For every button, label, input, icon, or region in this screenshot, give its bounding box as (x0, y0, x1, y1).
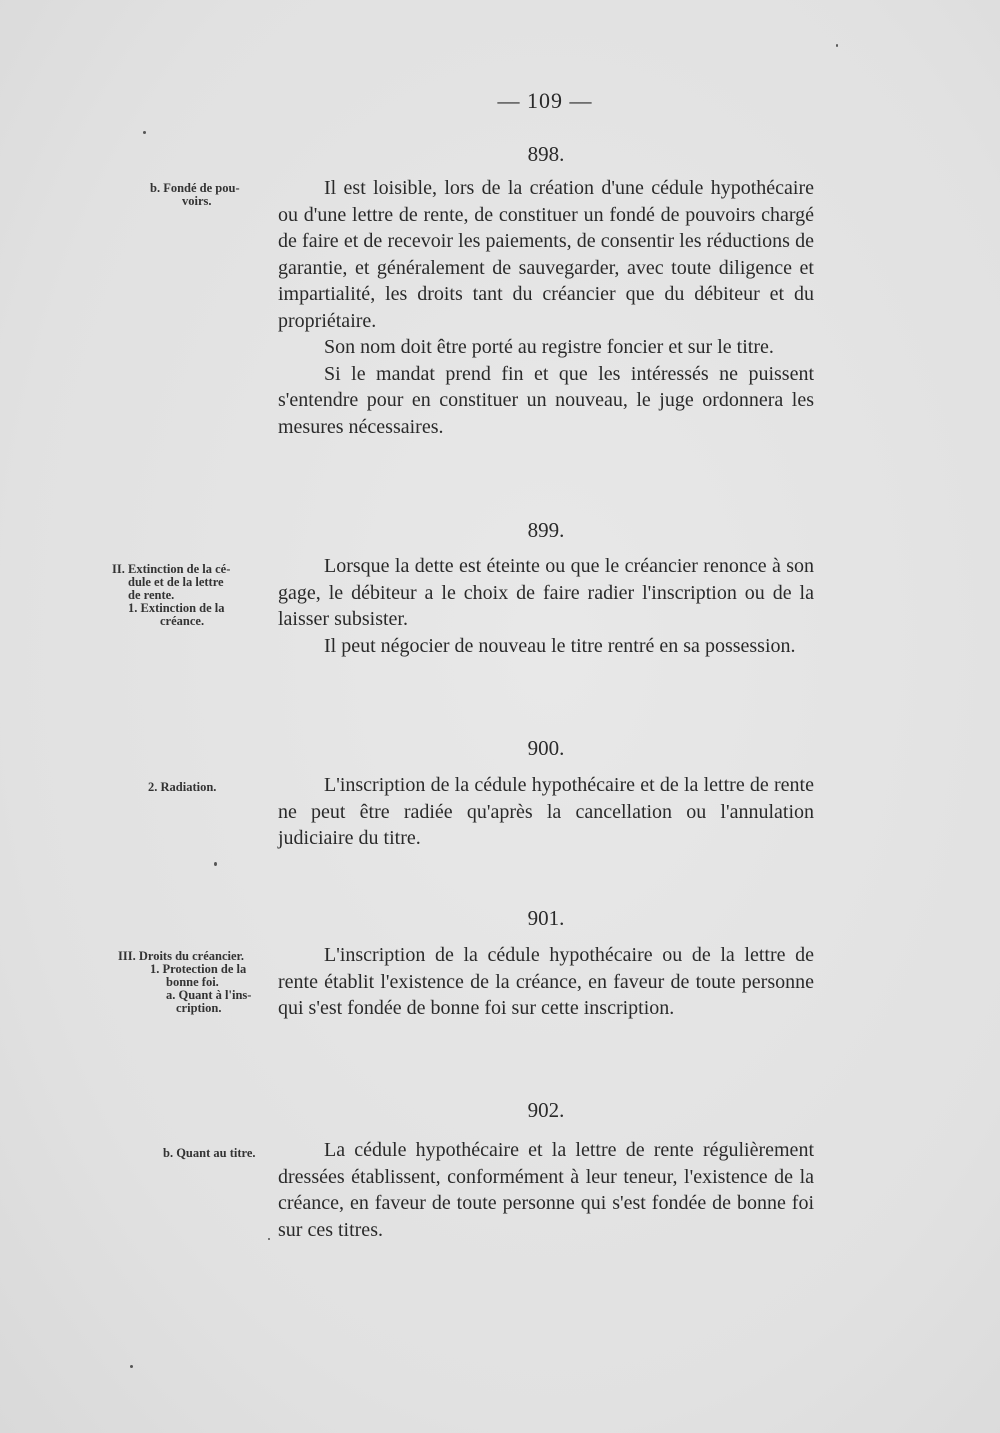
margin-note-line: b. Quant au titre. (163, 1146, 256, 1160)
margin-note-line: a. Quant à l'ins- (166, 988, 252, 1002)
margin-note-line: b. Fondé de pou- (150, 181, 240, 195)
paragraph: Il peut négocier de nouveau le titre rentré en sa possession. (324, 634, 796, 657)
article-body-898 (278, 175, 814, 440)
paragraph: L'inscription de la cédule hypothécaire ou de la lettre de rente établit l'existence de la créance, en faveur de toute personne qui s'est fondée de bonne foi sur cette inscription. (278, 944, 814, 1019)
margin-note-line: dule et de la lettre (128, 575, 224, 589)
margin-note-line: voirs. (182, 194, 212, 208)
paragraph: La cédule hypothécaire et la lettre de rente régulièrement dressées établissent, conformément à leur teneur, l'existence de la créance, en faveur de toute personne qui s'est fondée de bonne foi sur ces titres. (278, 1139, 814, 1241)
scan-speck (268, 1238, 270, 1240)
scan-speck (130, 1365, 133, 1368)
article-number-900: 900. (527, 736, 565, 760)
article-body-902 (278, 1137, 814, 1243)
article-number-901: 901. (527, 906, 565, 930)
article-number-902: 902. (527, 1098, 565, 1122)
article-body-901 (278, 942, 814, 1022)
paragraph: L'inscription de la cédule hypothécaire et de la lettre de rente ne peut être radiée qu'après la cancellation ou l'annulation judiciaire du titre. (278, 774, 814, 849)
article-number-898: 898. (527, 142, 565, 166)
scan-speck (836, 44, 838, 47)
article-number-899: 899. (527, 518, 565, 542)
margin-note-line: de rente. (128, 588, 175, 602)
margin-note-901 (118, 950, 278, 1015)
margin-note-line: 2. Radiation. (148, 780, 217, 794)
paragraph: Si le mandat prend fin et que les intéressés ne puissent s'entendre pour en constituer un nouveau, le juge ordonnera les mesures nécessaires. (278, 362, 814, 438)
article-body-900 (278, 772, 814, 852)
margin-note-line: III. Droits du créancier. (118, 949, 245, 963)
margin-note-line: 1. Extinction de la (128, 601, 225, 615)
margin-note-899 (112, 563, 272, 628)
margin-note-line: créance. (160, 614, 205, 628)
scan-speck (143, 131, 146, 134)
margin-note-line: cription. (176, 1001, 222, 1015)
paragraph: Lorsque la dette est éteinte ou que le créancier renonce à son gage, le débiteur a le choix de faire radier l'inscription ou de la laisser subsister. (278, 555, 814, 630)
margin-note-line: bonne foi. (166, 975, 219, 989)
article-body-899 (278, 553, 814, 659)
page-number: — 109 — (497, 88, 593, 113)
margin-note-line: II. Extinction de la cé- (112, 562, 231, 576)
margin-note-line: 1. Protection de la (150, 962, 247, 976)
scan-speck (214, 862, 217, 866)
paragraph: Son nom doit être porté au registre foncier et sur le titre. (324, 336, 774, 358)
paragraph: Il est loisible, lors de la création d'une cédule hypothécaire ou d'une lettre de rente, de constituer un fondé de pouvoirs chargé de faire et de recevoir les paiements, de consentir les réductions de garantie, et généralement de sauvegarder, avec toute diligence et impartialité, les droits tant du créancier que du débiteur et du propriétaire. (278, 177, 814, 332)
